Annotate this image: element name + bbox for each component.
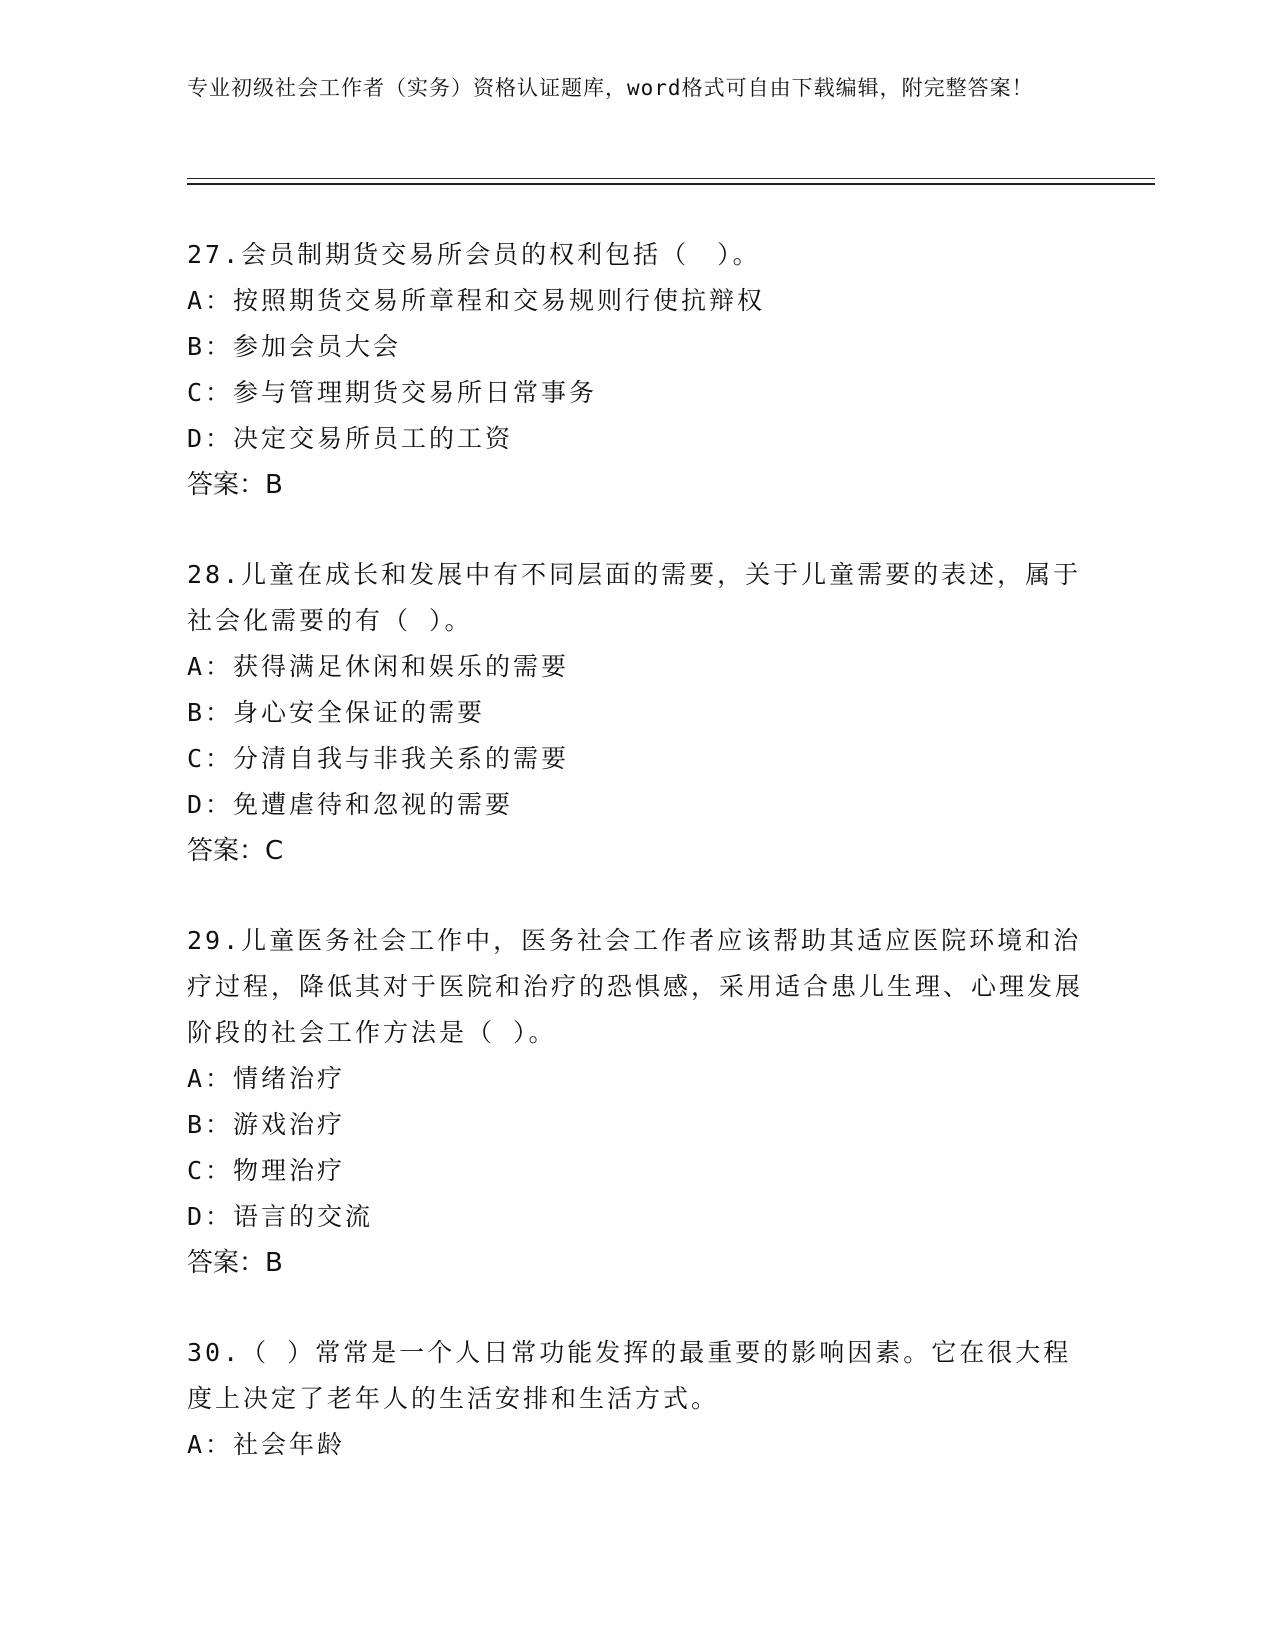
header-divider-thin: [187, 178, 1155, 179]
option-a: A：获得满足休闲和娱乐的需要: [187, 652, 570, 681]
option-a: A：按照期货交易所章程和交易规则行使抗辩权: [187, 286, 766, 315]
question-30: [187, 1330, 1087, 1468]
question-27: [187, 232, 1087, 508]
option-a: A：社会年龄: [187, 1430, 346, 1459]
question-stem: 30.（ ）常常是一个人日常功能发挥的最重要的影响因素。它在很大程度上决定了老年人的生活安排和生活方式。: [187, 1338, 1072, 1413]
option-d: D：免遭虐待和忽视的需要: [187, 790, 514, 819]
answer-line: 答案：B: [187, 1248, 283, 1278]
question-stem: 27.会员制期货交易所会员的权利包括（ ）。: [187, 240, 761, 269]
option-b: B：游戏治疗: [187, 1110, 346, 1139]
question-stem: 29.儿童医务社会工作中，医务社会工作者应该帮助其适应医院环境和治疗过程，降低其对于医院和治疗的恐惧感，采用适合患儿生理、心理发展阶段的社会工作方法是（ ）。: [187, 926, 1084, 1047]
option-b: B：参加会员大会: [187, 332, 402, 361]
question-28: [187, 552, 1087, 874]
header-divider-thick: [187, 183, 1155, 185]
question-stem: 28.儿童在成长和发展中有不同层面的需要，关于儿童需要的表述，属于社会化需要的有（ ）。: [187, 560, 1082, 635]
option-c: C：分清自我与非我关系的需要: [187, 744, 570, 773]
page-header: [187, 72, 1067, 104]
header-text: 专业初级社会工作者（实务）资格认证题库，word格式可自由下载编辑，附完整答案！: [187, 76, 1034, 100]
option-d: D：语言的交流: [187, 1202, 374, 1231]
option-b: B：身心安全保证的需要: [187, 698, 486, 727]
question-list: [187, 232, 1087, 1512]
option-c: C：物理治疗: [187, 1156, 346, 1185]
option-c: C：参与管理期货交易所日常事务: [187, 378, 598, 407]
answer-line: 答案：B: [187, 470, 283, 500]
option-a: A：情绪治疗: [187, 1064, 346, 1093]
answer-line: 答案：C: [187, 836, 284, 866]
question-29: [187, 918, 1087, 1286]
option-d: D：决定交易所员工的工资: [187, 424, 514, 453]
